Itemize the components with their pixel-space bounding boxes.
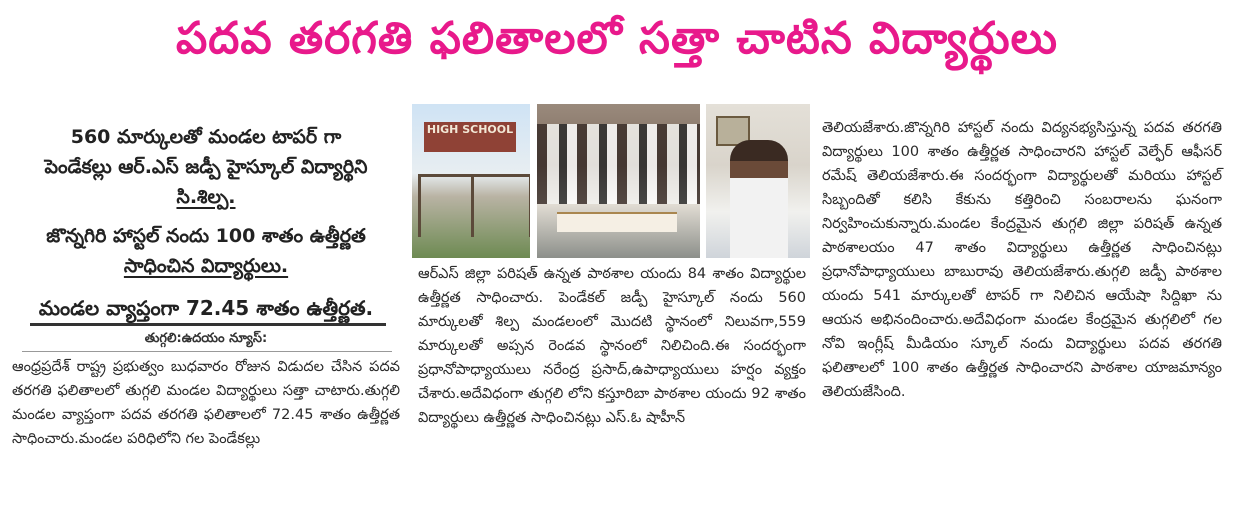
highlight-rule [30,323,386,326]
highlight-hostel [12,221,400,281]
crowd-shape [537,124,700,204]
school-gate-photo [412,104,530,258]
article-body-right: తెలియజేశారు.జొన్నగిరి హాస్టల్ నందు విద్యనభ్యసిస్తున్న పదవ తరగతి విద్యార్థులు 100 శాతం ఉత్తీర్ణత సాధించారని హాస్టల్ వెల్ఫేర్ ఆఫీసర్ రమేష్ తెలియజేశారు.ఈ సందర్భంగా విద్యార్థులతో మరియు హాస్టల్ సిబ్బందితో కలిసి కేకును కత్తిరించి సంబరాలను ఘనంగా నిర్వహించుకున్నారు.మండల కేంద్రమైన తుగ్గలి జిల్లా పరిషత్ ఉన్నత పాఠశాలయం 47 శాతం విద్యార్థులు ఉత్తీర్ణత సాధించినట్లు ప్రధానోపాధ్యాయులు బాబురావు తెలియజేశారు.తుగ్గలి జడ్పీ పాఠశాల యందు 541 మార్కులతో టాపర్ గా నిలిచిన ఆయేషా సిద్దిఖా ను ఆయన అభినందించారు.అదేవిధంగా మండల కేంద్రమైన తుగ్గలిలో గల నోవి ఇంగ్లీష్ మీడియం స్కూల్ నందు విద్యార్థులు పదవ తరగతి ఫలితాలలో 100 శాతం ఉత్తీర్ణత సాధించారని పాఠశాల యాజమాన్యం తెలియజేసింది. [822,120,1222,400]
school-sign: HIGH SCHOOL [424,122,516,152]
gate-shape [418,174,530,237]
cake-table-shape [557,212,677,232]
highlight-topper [12,122,400,212]
dateline: తుగ్గలి:ఉదయం న్యూస్: [144,331,268,346]
highlight-pass-rate: మండల వ్యాప్తంగా 72.45 శాతం ఉత్తీర్ణత. [38,296,374,320]
person-shape [730,140,788,258]
highlight-topper-line3: సి.శిల్ప. [176,186,236,208]
highlight-topper-line2: పెండేకల్లు ఆర్.ఎస్ జడ్పీ హైస్కూల్ విద్యార్థిని [44,156,368,178]
dateline-rule [22,351,392,352]
article-body-left: ఆంధ్రప్రదేశ్ రాష్ట్ర ప్రభుత్వం బుధవారం రోజున విడుదల చేసిన పదవ తరగతి ఫలితాలలో తుగ్గలి మండల విద్యార్థులు సత్తా చాటారు.తుగ్గలి మండల వ్యాప్తంగా పదవ తరగతి ఫలితాలలో 72.45 శాతం ఉత్తీర్ణత సాధించారు.మండల పరిధిలోని గల పెండేకల్లు [12,359,400,447]
headline: పదవ తరగతి ఫలితాలలో సత్తా చాటిన విద్యార్థులు [175,13,1058,64]
students-celebration-photo [537,104,700,258]
highlight-topper-line1: 560 మార్కులతో మండల టాపర్ గా [70,126,342,148]
highlight-hostel-line2: సాధించిన విద్యార్థులు. [123,255,289,277]
teacher-portrait-photo [706,104,810,258]
highlight-hostel-line1: జొన్నగిరి హాస్టల్ నందు 100 శాతం ఉత్తీర్ణత [46,225,366,247]
article-body-middle: ఆర్ఎస్ జిల్లా పరిషత్ ఉన్నత పాఠశాల యందు 84 శాతం విద్యార్థుల ఉత్తీర్ణత సాధించారు. పెండేకల్ జడ్పీ హైస్కూల్ నందు 560 మార్కులతో శిల్ప మండలంలో మొదటి స్థానంలో నిలువగా,559 మార్కులతో అప్సన రెండవ స్థానంలో నిలిచింది.ఈ సందర్భంగా ప్రధానోపాధ్యాయులు నరేంద్ర ప్రసాద్,ఉపాధ్యాయులు హర్షం వ్యక్తం చేశారు.అదేవిధంగా తుగ్గలి లోని కస్తూరిబా పాఠశాల యందు 92 శాతం విద్యార్థులు ఉత్తీర్ణత సాధించినట్లు ఎస్.ఓ షాహీన్ [418,266,806,426]
